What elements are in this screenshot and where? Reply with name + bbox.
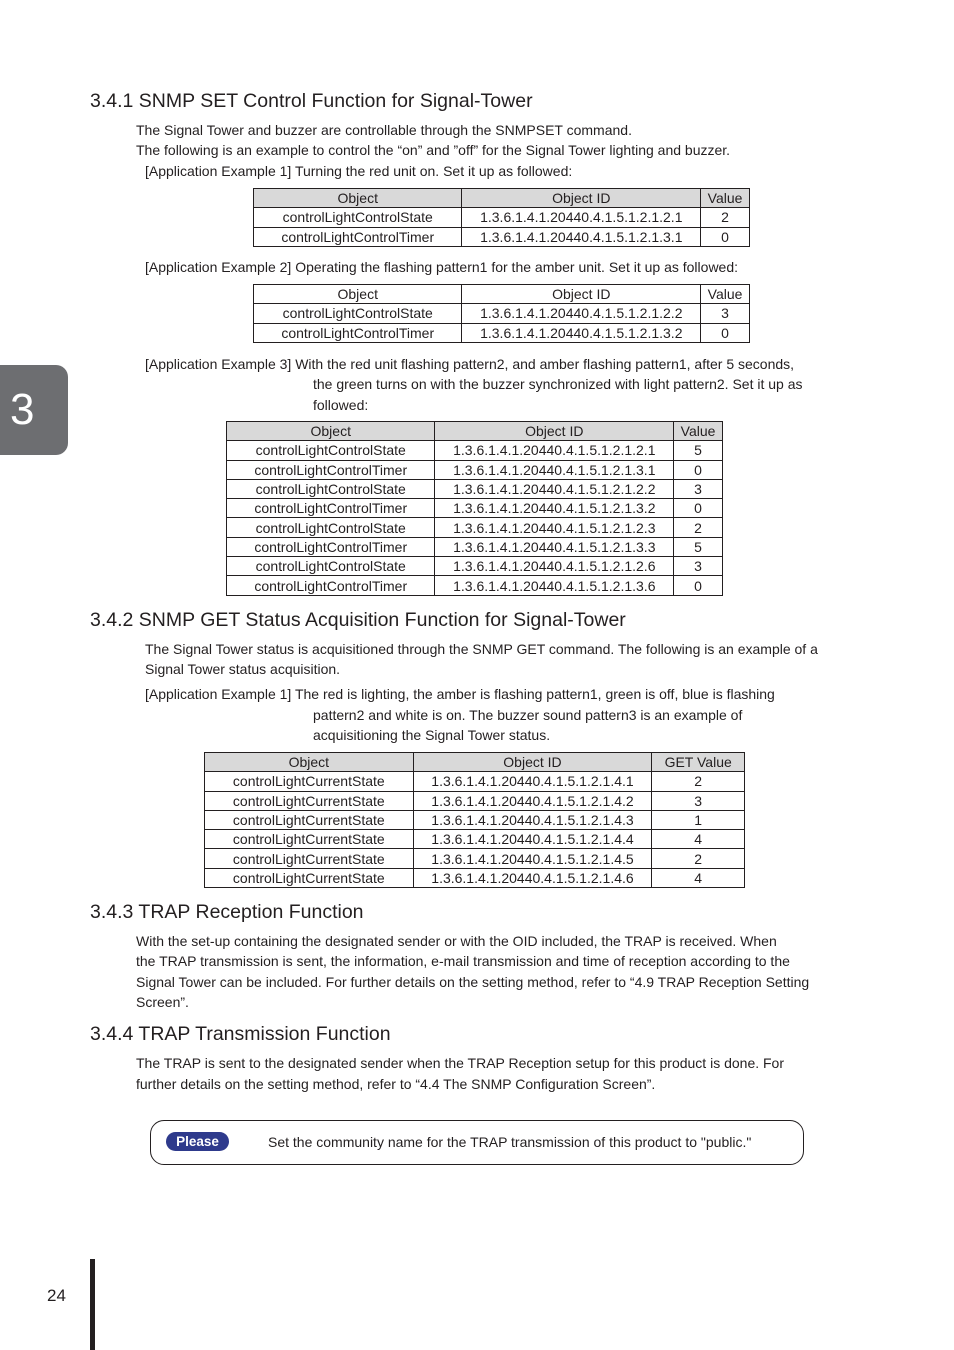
table-row — [227, 557, 723, 576]
cell-value: 0 — [674, 499, 723, 518]
col-header-value: Value — [674, 422, 723, 441]
cell-object: controlLightControlTimer — [227, 499, 435, 518]
cell-object-id: 1.3.6.1.4.1.20440.4.1.5.1.2.1.4.1 — [413, 772, 652, 791]
cell-value: 2 — [652, 849, 745, 868]
section-heading-3-4-4: 3.4.4 TRAP Transmission Function — [90, 1023, 391, 1045]
cell-object-id: 1.3.6.1.4.1.20440.4.1.5.1.2.1.2.2 — [462, 304, 701, 323]
cell-object-id: 1.3.6.1.4.1.20440.4.1.5.1.2.1.4.3 — [413, 810, 652, 829]
table-row — [227, 499, 723, 518]
chapter-tab: 3 — [0, 365, 68, 455]
table-row — [254, 208, 750, 227]
s1-example-1: [Application Example 1] Turning the red unit on. Set it up as followed: — [145, 163, 573, 179]
table-row — [205, 830, 745, 849]
cell-value: 5 — [674, 537, 723, 556]
s1-example-3-line-1: [Application Example 3] With the red unit flashing pattern2, and amber flashing pattern1, after 5 seconds, — [145, 356, 795, 372]
cell-object: controlLightControlState — [254, 304, 462, 323]
col-header-value: Value — [701, 285, 750, 304]
s2-example-1-line-3: acquisitioning the Signal Tower status. — [313, 727, 551, 743]
table-header-row — [205, 753, 745, 772]
s3-line-3: Signal Tower can be included. For further details on the setting method, refer to “4.9 TRAP Reception Setting — [136, 974, 810, 990]
cell-value: 3 — [674, 557, 723, 576]
table-row — [227, 537, 723, 556]
cell-object-id: 1.3.6.1.4.1.20440.4.1.5.1.2.1.4.6 — [413, 868, 652, 887]
cell-object-id: 1.3.6.1.4.1.20440.4.1.5.1.2.1.4.4 — [413, 830, 652, 849]
cell-value: 3 — [701, 304, 750, 323]
cell-object: controlLightCurrentState — [205, 849, 414, 868]
table-row — [205, 772, 745, 791]
table-example-1 — [253, 188, 750, 247]
table-row — [205, 868, 745, 887]
s2-intro-2: Signal Tower status acquisition. — [145, 661, 341, 677]
cell-value: 0 — [674, 460, 723, 479]
cell-object: controlLightCurrentState — [205, 791, 414, 810]
table-row — [227, 479, 723, 498]
col-header-value: Value — [701, 189, 750, 208]
cell-object: controlLightControlState — [227, 441, 435, 460]
s2-intro-1: The Signal Tower status is acquisitioned through the SNMP GET command. The following is an example of a — [145, 641, 818, 657]
cell-object: controlLightControlTimer — [254, 323, 462, 342]
cell-value: 2 — [674, 518, 723, 537]
table-row — [227, 441, 723, 460]
cell-object-id: 1.3.6.1.4.1.20440.4.1.5.1.2.1.2.1 — [435, 441, 674, 460]
cell-value: 4 — [652, 830, 745, 849]
cell-value: 0 — [674, 576, 723, 595]
col-header-object-id: Object ID — [462, 189, 701, 208]
cell-object: controlLightCurrentState — [205, 772, 414, 791]
col-header-object: Object — [254, 189, 462, 208]
cell-object-id: 1.3.6.1.4.1.20440.4.1.5.1.2.1.3.2 — [435, 499, 674, 518]
cell-object: controlLightControlTimer — [254, 227, 462, 246]
table-header-row — [254, 189, 750, 208]
cell-object-id: 1.3.6.1.4.1.20440.4.1.5.1.2.1.3.1 — [435, 460, 674, 479]
table-row — [254, 323, 750, 342]
col-header-object-id: Object ID — [413, 753, 652, 772]
s2-example-1-line-1: [Application Example 1] The red is lighting, the amber is flashing pattern1, green is off, blue is flashing — [145, 686, 775, 702]
cell-object: controlLightControlState — [254, 208, 462, 227]
cell-object: controlLightCurrentState — [205, 868, 414, 887]
table-row — [254, 227, 750, 246]
cell-object-id: 1.3.6.1.4.1.20440.4.1.5.1.2.1.2.1 — [462, 208, 701, 227]
cell-object-id: 1.3.6.1.4.1.20440.4.1.5.1.2.1.2.6 — [435, 557, 674, 576]
section-heading-3-4-3: 3.4.3 TRAP Reception Function — [90, 901, 364, 923]
s1-intro-1: The Signal Tower and buzzer are controllable through the SNMPSET command. — [136, 122, 632, 138]
table-example-2 — [253, 284, 750, 343]
col-header-get-value: GET Value — [652, 753, 745, 772]
page-number: 24 — [47, 1286, 66, 1305]
table-row — [205, 810, 745, 829]
cell-object: controlLightControlTimer — [227, 460, 435, 479]
s2-example-1-line-2: pattern2 and white is on. The buzzer sound pattern3 is an example of — [313, 707, 743, 723]
s3-line-1: With the set-up containing the designated sender or with the OID included, the TRAP is received. When — [136, 933, 777, 949]
s3-line-2: the TRAP transmission is sent, the information, e-mail transmission and time of reception according to the — [136, 953, 790, 969]
table-example-3 — [226, 421, 723, 596]
col-header-object-id: Object ID — [462, 285, 701, 304]
cell-object: controlLightControlTimer — [227, 537, 435, 556]
cell-object-id: 1.3.6.1.4.1.20440.4.1.5.1.2.1.3.2 — [462, 323, 701, 342]
cell-value: 0 — [701, 323, 750, 342]
s3-line-4: Screen”. — [136, 994, 189, 1010]
cell-object: controlLightControlState — [227, 518, 435, 537]
cell-object-id: 1.3.6.1.4.1.20440.4.1.5.1.2.1.2.3 — [435, 518, 674, 537]
cell-value: 2 — [652, 772, 745, 791]
cell-value: 3 — [652, 791, 745, 810]
cell-value: 2 — [701, 208, 750, 227]
cell-object-id: 1.3.6.1.4.1.20440.4.1.5.1.2.1.3.1 — [462, 227, 701, 246]
col-header-object: Object — [254, 285, 462, 304]
page-bar — [90, 1259, 95, 1350]
cell-object-id: 1.3.6.1.4.1.20440.4.1.5.1.2.1.3.6 — [435, 576, 674, 595]
please-badge: Please — [166, 1132, 229, 1151]
table-get-status — [204, 752, 745, 888]
cell-object: controlLightCurrentState — [205, 810, 414, 829]
section-heading-3-4-1: 3.4.1 SNMP SET Control Function for Signal-Tower — [90, 90, 533, 112]
s4-line-2: further details on the setting method, refer to “4.4 The SNMP Configuration Screen”. — [136, 1076, 656, 1092]
cell-object-id: 1.3.6.1.4.1.20440.4.1.5.1.2.1.2.2 — [435, 479, 674, 498]
cell-object-id: 1.3.6.1.4.1.20440.4.1.5.1.2.1.4.5 — [413, 849, 652, 868]
cell-object-id: 1.3.6.1.4.1.20440.4.1.5.1.2.1.3.3 — [435, 537, 674, 556]
col-header-object-id: Object ID — [435, 422, 674, 441]
table-header-row — [254, 285, 750, 304]
table-row — [205, 849, 745, 868]
s1-example-3-line-2: the green turns on with the buzzer synchronized with light pattern2. Set it up as — [313, 376, 803, 392]
table-row — [227, 518, 723, 537]
table-header-row — [227, 422, 723, 441]
cell-value: 4 — [652, 868, 745, 887]
s4-line-1: The TRAP is sent to the designated sender when the TRAP Reception setup for this product is done. For — [136, 1055, 785, 1071]
table-row — [227, 460, 723, 479]
table-row — [205, 791, 745, 810]
note-text: Set the community name for the TRAP transmission of this product to "public." — [268, 1134, 752, 1150]
cell-object: controlLightControlTimer — [227, 576, 435, 595]
section-heading-3-4-2: 3.4.2 SNMP GET Status Acquisition Function for Signal-Tower — [90, 609, 626, 631]
cell-value: 0 — [701, 227, 750, 246]
cell-value: 1 — [652, 810, 745, 829]
col-header-object: Object — [227, 422, 435, 441]
cell-object: controlLightCurrentState — [205, 830, 414, 849]
s1-intro-2: The following is an example to control the “on” and ”off” for the Signal Tower lighting and buzzer. — [136, 142, 731, 158]
cell-object-id: 1.3.6.1.4.1.20440.4.1.5.1.2.1.4.2 — [413, 791, 652, 810]
cell-object: controlLightControlState — [227, 479, 435, 498]
table-row — [254, 304, 750, 323]
s1-example-3-line-3: followed: — [313, 397, 369, 413]
cell-value: 3 — [674, 479, 723, 498]
cell-object: controlLightControlState — [227, 557, 435, 576]
s1-example-2: [Application Example 2] Operating the flashing pattern1 for the amber unit. Set it up as followed: — [145, 259, 739, 275]
table-row — [227, 576, 723, 595]
col-header-object: Object — [205, 753, 414, 772]
cell-value: 5 — [674, 441, 723, 460]
